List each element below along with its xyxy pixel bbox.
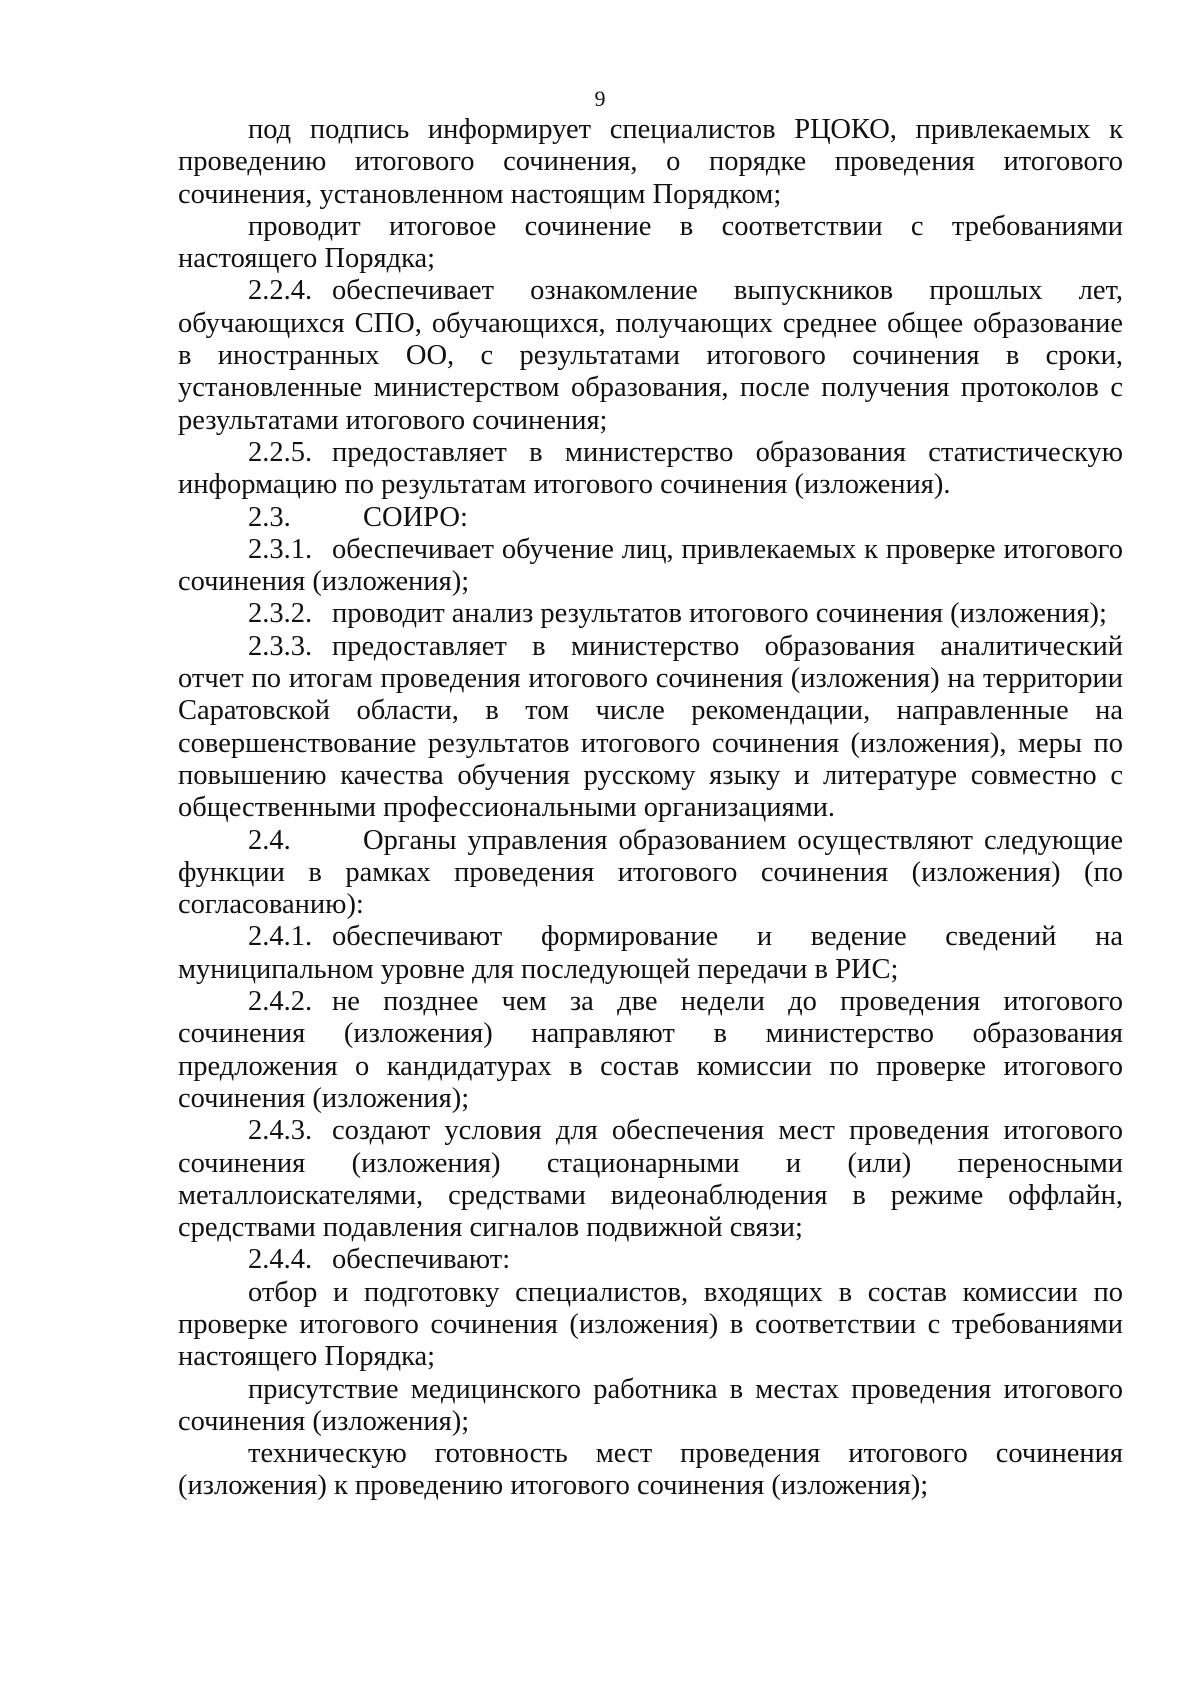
paragraph-text: не позднее чем за две недели до проведения итогового сочинения (изложения) направляют в министерство образования предложения о кандидатурах в состав комиссии по проверке итогового сочинения (изложения); bbox=[178, 986, 1123, 1114]
paragraph-text: под подпись информирует специалистов РЦОКО, привлекаемых к проведению итогового сочинения, о порядке проведения итогового сочинения, установленном настоящим Порядком; bbox=[178, 114, 1123, 210]
paragraph-2-4-2 bbox=[178, 986, 1123, 1115]
clause-number: 2.4.2. bbox=[248, 986, 313, 1018]
clause-number: 2.4.1. bbox=[248, 921, 313, 953]
paragraph-2-2-4 bbox=[178, 275, 1123, 436]
paragraph-2-4-1 bbox=[178, 921, 1123, 986]
paragraph-text: отбор и подготовку специалистов, входящих в состав комиссии по проверке итогового сочинения (изложения) в соответствии с требованиями настоящего Порядка; bbox=[178, 1276, 1123, 1373]
paragraph-medical bbox=[178, 1374, 1123, 1439]
paragraph-conduct bbox=[178, 211, 1123, 276]
paragraph-2-4-3 bbox=[178, 1115, 1123, 1244]
clause-number: 2.3.2. bbox=[248, 598, 313, 630]
clause-number: 2.4. bbox=[248, 824, 291, 856]
paragraph-technical bbox=[178, 1438, 1123, 1503]
paragraph-text: проводит итоговое сочинение в соответствии с требованиями настоящего Порядка; bbox=[178, 210, 1123, 275]
paragraph-text: присутствие медицинского работника в местах проведения итогового сочинения (изложения); bbox=[178, 1373, 1123, 1437]
clause-number: 2.3. bbox=[248, 501, 291, 533]
paragraph-selection bbox=[178, 1277, 1123, 1374]
paragraph-text: предоставляет в министерство образования статистическую информацию по результатам итогового сочинения (изложения). bbox=[178, 436, 1123, 501]
clause-number: 2.2.4. bbox=[248, 275, 313, 307]
paragraph-text: обеспечивают: bbox=[332, 1244, 511, 1276]
paragraph-text: техническую готовность мест проведения итогового сочинения (изложения) к проведению итогового сочинения (изложения); bbox=[178, 1438, 1123, 1502]
paragraph-text: обеспечивают формирование и ведение сведений на муниципальном уровне для последующей передачи в РИС; bbox=[178, 921, 1123, 985]
paragraph-2-3 bbox=[178, 502, 1123, 534]
clause-number: 2.4.3. bbox=[248, 1115, 313, 1147]
paragraph-2-4 bbox=[178, 825, 1123, 922]
clause-number: 2.3.3. bbox=[248, 630, 313, 662]
paragraph-text: обеспечивает обучение лиц, привлекаемых к проверке итогового сочинения (изложения); bbox=[178, 533, 1123, 598]
paragraph-2-3-3 bbox=[178, 631, 1123, 825]
clause-number: 2.2.5. bbox=[248, 436, 313, 468]
page-number: 9 bbox=[594, 86, 606, 111]
paragraph-2-3-2 bbox=[178, 598, 1123, 630]
clause-number: 2.4.4. bbox=[248, 1244, 313, 1276]
paragraph-2-2-5 bbox=[178, 437, 1123, 502]
paragraph-text: проводит анализ результатов итогового сочинения (изложения); bbox=[332, 598, 1107, 630]
paragraph-text: СОИРО: bbox=[363, 501, 468, 533]
paragraph-text: создают условия для обеспечения мест проведения итогового сочинения (изложения) стационарными и (или) переносными металлоискателями, средствами видеонаблюдения в режиме оффлайн, средствами подавления сигналов подвижной связи; bbox=[178, 1115, 1123, 1244]
paragraph-2-3-1 bbox=[178, 534, 1123, 599]
clause-number: 2.3.1. bbox=[248, 533, 313, 565]
paragraph-text: Органы управления образованием осуществляют следующие функции в рамках проведения итогового сочинения (изложения) (по согласованию): bbox=[178, 824, 1123, 921]
paragraph-text: обеспечивает ознакомление выпускников прошлых лет, обучающихся СПО, обучающихся, получающих среднее общее образование в иностранных ОО, с результатами итогового сочинения в сроки, установленные министерством образования, после получения протоколов с результатами итогового сочинения; bbox=[178, 275, 1123, 436]
paragraph-2-4-4 bbox=[178, 1244, 1123, 1276]
paragraph-text: предоставляет в министерство образования аналитический отчет по итогам проведения итогового сочинения (изложения) на территории Саратовской области, в том числе рекомендации, направленные на совершенствование результатов итогового сочинения (изложения), меры по повышению качества обучения русскому языку и литературе совместно с общественными профессиональными организациями. bbox=[178, 630, 1123, 824]
paragraph-rcoko-inform bbox=[178, 114, 1123, 211]
document-body bbox=[178, 114, 1123, 1503]
